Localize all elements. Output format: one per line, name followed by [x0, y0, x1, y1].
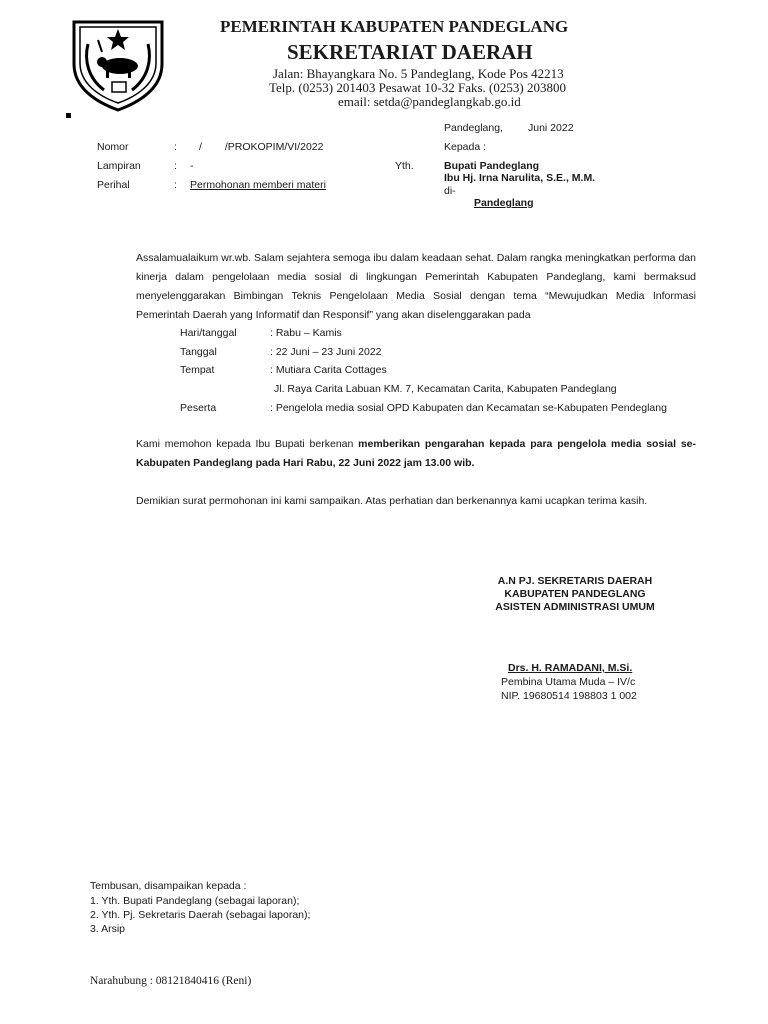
recipient-name1: Bupati Pandeglang	[444, 160, 540, 172]
perihal-colon: :	[174, 179, 177, 191]
request-bold: memberikan pengarahan kepada para pengelola media sosial se-Kabupaten Pandeglang pada Hari Rabu, 22 Juni 2022 jam 13.00 wib.	[136, 438, 696, 469]
detail-label-tempat: Tempat	[180, 364, 215, 376]
tembusan-title: Tembusan, disampaikan kepada :	[90, 880, 247, 892]
lampiran-colon: :	[174, 160, 177, 172]
recipient-di: di-	[444, 185, 456, 197]
detail-value-tempat: : Mutiara Carita Cottages	[270, 364, 387, 376]
body-closing: Demikian surat permohonan ini kami sampaikan. Atas perhatian dan berkenannya kami ucapkan terima kasih.	[136, 495, 648, 507]
request-plain: Kami memohon kepada Ibu Bupati berkenan	[136, 438, 359, 450]
letterhead-email: email: setda@pandeglangkab.go.id	[338, 94, 521, 109]
signature-name: Drs. H. RAMADANI, M.Si.	[508, 662, 633, 674]
contact-line: Narahubung : 08121840416 (Reni)	[90, 975, 252, 987]
lampiran-value: -	[190, 160, 194, 172]
date-place: Pandeglang,	[444, 122, 503, 134]
letterhead-line2: SEKRETARIAT DAERAH	[287, 40, 533, 64]
perihal-label: Perihal	[97, 179, 130, 191]
tembusan-item-3: 3. Arsip	[90, 923, 126, 935]
body-request	[136, 435, 696, 473]
detail-value-tanggal: : 22 Juni – 23 Juni 2022	[270, 346, 382, 358]
kepada-label: Kepada :	[444, 141, 487, 153]
nomor-colon: :	[174, 141, 177, 153]
bullet-mark	[66, 113, 71, 118]
lampiran-label: Lampiran	[97, 160, 141, 172]
recipient-name2: Ibu Hj. Irna Narulita, S.E., M.M.	[444, 172, 596, 184]
detail-value-hari: : Rabu – Kamis	[270, 327, 342, 339]
signature-line1: A.N PJ. SEKRETARIS DAERAH	[497, 575, 653, 587]
letterhead-address: Jalan: Bhayangkara No. 5 Pandeglang, Kode Pos 42213	[273, 66, 564, 81]
detail-value-peserta: : Pengelola media sosial OPD Kabupaten dan Kecamatan se-Kabupaten Pendeglang	[270, 402, 667, 414]
letterhead-line1: PEMERINTAH KABUPATEN PANDEGLANG	[220, 17, 569, 36]
nomor-label: Nomor	[97, 141, 129, 153]
pandeglang-coat-of-arms-icon	[68, 16, 168, 112]
perihal-value: Permohonan memberi materi	[190, 179, 326, 191]
signature-nip: NIP. 19680514 198803 1 002	[501, 690, 637, 702]
tembusan-item-2: 2. Yth. Pj. Sekretaris Daerah (sebagai laporan);	[90, 909, 311, 921]
letterhead-phone: Telp. (0253) 201403 Pesawat 10-32 Faks. (0253) 203800	[269, 80, 566, 95]
signature-line3: ASISTEN ADMINISTRASI UMUM	[495, 601, 655, 613]
tembusan-item-1: 1. Yth. Bupati Pandeglang (sebagai laporan);	[90, 895, 300, 907]
detail-label-tanggal: Tanggal	[180, 346, 217, 358]
nomor-value: / /PROKOPIM/VI/2022	[199, 141, 324, 153]
detail-label-hari: Hari/tanggal	[180, 327, 237, 339]
signature-line2: KABUPATEN PANDEGLANG	[504, 588, 646, 600]
detail-value-address: Jl. Raya Carita Labuan KM. 7, Kecamatan Carita, Kabupaten Pandeglang	[274, 383, 617, 395]
detail-label-peserta: Peserta	[180, 402, 217, 414]
yth-label: Yth.	[395, 160, 414, 172]
body-intro: Assalamualaikum wr.wb. Salam sejahtera semoga ibu dalam keadaan sehat. Dalam rangka meningkatkan performa dan kinerja dalam pengelolaan media sosial di lingkungan Pemerintah Kabupaten Pandeglang, kami bermaksud menyelenggarakan Bimbingan Teknis Pengelolaan Media Sosial dengan tema “Mewujudkan Media Informasi Pemerintah Daerah yang Informatif dan Responsif” yang akan diselenggarakan pada	[136, 252, 696, 321]
signature-rank: Pembina Utama Muda – IV/c	[501, 676, 636, 688]
date-month-year: Juni 2022	[528, 122, 574, 134]
recipient-place: Pandeglang	[474, 197, 534, 209]
